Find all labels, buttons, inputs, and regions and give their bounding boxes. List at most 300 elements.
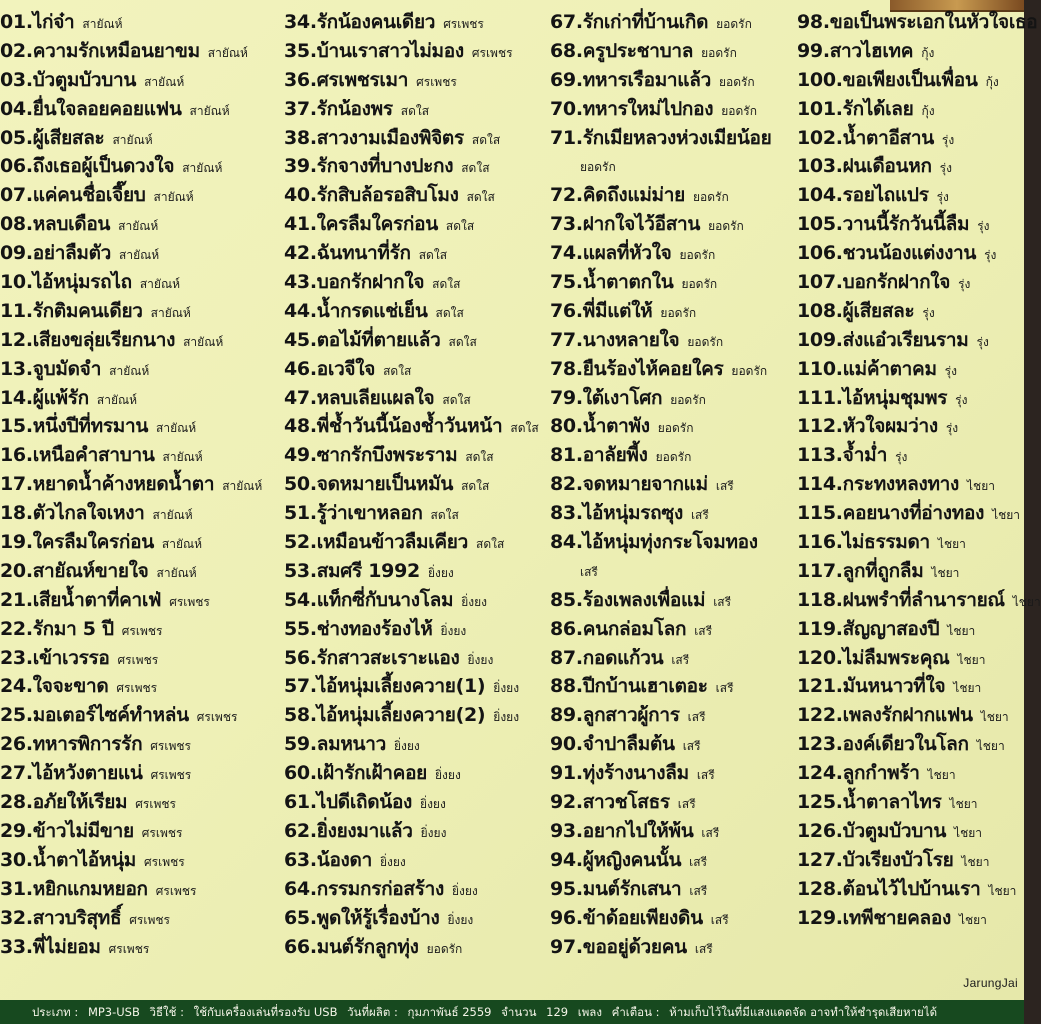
song-title: 06.ถึงเธอผู้เป็นดวงใจ: [0, 155, 175, 178]
song-row: [284, 297, 539, 326]
footer-date-label: วันที่ผลิต :: [347, 1005, 398, 1019]
song-artist: เสรี: [682, 739, 701, 754]
song-title: 49.ซากรักบึงพระราม: [284, 444, 458, 467]
song-title: 98.ขอเป็นพระเอกในหัวใจเธอ: [797, 11, 1038, 33]
song-title: 71.รักเมียหลวงห่วงเมียน้อย: [550, 126, 772, 149]
song-artist: ไชยา: [947, 623, 976, 638]
song-title: 119.สัญญาสองปี: [797, 617, 940, 640]
song-row: [797, 875, 1041, 904]
song-row: [797, 846, 1041, 875]
song-title: 114.กระทงหลงทาง: [797, 473, 960, 496]
song-title: 19.ใครลืมใครก่อน: [0, 531, 154, 554]
song-row: [0, 384, 262, 413]
song-row: [0, 644, 262, 673]
song-row: [550, 384, 772, 413]
song-row: [797, 615, 1041, 644]
song-artist: เสรี: [713, 594, 732, 609]
song-artist: ยอดรัก: [426, 941, 463, 956]
song-row: [284, 875, 539, 904]
song-artist: ยอดรัก: [580, 160, 616, 175]
song-title: 25.มอเตอร์ไซค์ทำหล่น: [0, 704, 189, 727]
song-row: [0, 124, 262, 153]
song-row: [0, 470, 262, 499]
song-artist: รุ่ง: [977, 219, 990, 234]
song-row: [0, 846, 262, 875]
footer-count-unit: เพลง: [577, 1005, 602, 1019]
song-row: [550, 730, 772, 759]
song-title: 57.ไอ้หนุ่มเลี้ยงควาย(1): [284, 675, 486, 698]
song-title: 118.ฝนพรำที่ลำนารายณ์: [797, 588, 1005, 611]
song-artist: ยิ่งยง: [467, 652, 494, 667]
song-title: 126.บัวตูมบัวบาน: [797, 819, 947, 842]
song-artist: ยอดรัก: [687, 334, 724, 349]
song-artist: รุ่ง: [976, 334, 989, 349]
song-title: 112.หัวใจผมว่าง: [797, 415, 938, 438]
song-artist: ไชยา: [937, 537, 966, 552]
song-artist: ศรเพชร: [144, 854, 185, 869]
song-row: [550, 181, 772, 210]
song-artist: สายัณห์: [139, 277, 180, 292]
song-title: 39.รักจางที่บางปะกง: [284, 155, 454, 178]
song-title: 83.ไอ้หนุ่มรถซุง: [550, 502, 683, 525]
song-title: 14.ผู้แพ้รัก: [0, 386, 89, 409]
song-row: [797, 759, 1041, 788]
song-title: 36.ศรเพชรเมา: [284, 68, 409, 91]
song-row: [0, 37, 262, 66]
footer-usage-label: วิธีใช้ :: [149, 1005, 184, 1019]
song-artist: เสรี: [671, 652, 690, 667]
song-row: [797, 528, 1041, 557]
song-row: [0, 788, 262, 817]
song-title: 125.น้ำตาลาไทร: [797, 791, 942, 814]
song-artist: ศรเพชร: [443, 17, 484, 31]
song-artist: รุ่ง: [955, 392, 968, 407]
song-row: [0, 933, 262, 962]
song-artist: สายัณห์: [161, 537, 203, 552]
song-title: 73.ฝากใจไว้อีสาน: [550, 213, 701, 236]
song-row: [797, 441, 1041, 470]
song-row: [797, 586, 1041, 615]
song-row: [0, 8, 262, 37]
song-row: [550, 759, 772, 788]
song-row: [550, 210, 772, 239]
song-artist: สดใส: [466, 190, 495, 205]
footer-count-value: 129: [546, 1005, 569, 1019]
song-row: [797, 904, 1041, 933]
song-title: 54.แท็กซี่กับนางโลม: [284, 588, 454, 611]
song-row: [797, 181, 1041, 210]
song-artist: ไชยา: [958, 912, 987, 927]
song-row: [550, 95, 772, 124]
song-artist: กุ้ง: [985, 74, 999, 89]
song-artist: รุ่ง: [895, 450, 908, 465]
song-artist: เสรี: [687, 710, 706, 725]
song-title: 77.นางหลายใจ: [550, 328, 680, 351]
song-artist: ศรเพชร: [121, 623, 163, 638]
song-row: [284, 904, 539, 933]
song-row: [797, 210, 1041, 239]
song-title: 48.พี่ช้ำวันนี้น้องช้ำวันหน้า: [284, 415, 503, 438]
song-artist: สายัณห์: [156, 421, 197, 436]
song-row: [284, 499, 539, 528]
song-title: 34.รักน้องคนเดียว: [284, 11, 436, 33]
song-row: [0, 701, 262, 730]
song-artist: เสรี: [677, 797, 696, 812]
song-artist: ยอดรัก: [708, 219, 744, 234]
song-row: [550, 557, 772, 586]
song-title: 07.แค่คนชื่อเจี๊ยบ: [0, 184, 146, 207]
song-artist: สดใส: [430, 508, 459, 523]
song-title: 78.ยืนร้องไห้คอยใคร: [550, 357, 724, 380]
song-artist: ยิ่งยง: [435, 768, 461, 783]
song-title: 99.สาวไฮเทค: [797, 39, 914, 62]
song-title: 61.ไปดีเถิดน้อง: [284, 791, 413, 814]
song-artist: เสรี: [689, 883, 708, 898]
song-title: 12.เสียงขลุ่ยเรียกนาง: [0, 328, 176, 351]
song-row: [550, 499, 772, 528]
song-title: 26.ทหารพิการรัก: [0, 733, 143, 756]
song-row: [284, 8, 539, 37]
song-title: 15.หนึ่งปีที่ทรมาน: [0, 415, 149, 438]
song-title: 106.ชวนน้องแต่งงาน: [797, 242, 977, 265]
song-title: 45.ตอไม้ที่ตายแล้ว: [284, 328, 441, 351]
song-title: 69.ทหารเรือมาแล้ว: [550, 68, 711, 91]
song-title: 05.ผู้เสียสละ: [0, 126, 105, 149]
song-row: [797, 672, 1041, 701]
song-row: [284, 268, 539, 297]
song-artist: สดใส: [400, 103, 430, 118]
song-artist: รุ่ง: [922, 305, 935, 320]
song-title: 129.เทพีชายคลอง: [797, 906, 951, 929]
song-artist: ไชยา: [954, 825, 982, 840]
song-artist: ยอดรัก: [721, 103, 757, 118]
song-artist: รุ่ง: [944, 363, 957, 378]
song-title: 13.จูบมัดจำ: [0, 357, 102, 380]
song-title: 74.แผลที่หัวใจ: [550, 242, 672, 265]
song-title: 86.คนกล่อมโลก: [550, 617, 687, 640]
song-artist: ศรเพชร: [108, 941, 150, 956]
song-artist: เสรี: [710, 912, 729, 927]
song-title: 33.พี่ไม่ยอม: [0, 935, 101, 958]
song-title: 88.ปีกบ้านเฮาเตอะ: [550, 675, 708, 698]
song-title: 50.จดหมายเป็นหมัน: [284, 473, 454, 496]
song-artist: ยอดรัก: [660, 305, 697, 320]
song-row: [797, 470, 1041, 499]
song-row: [284, 528, 539, 557]
song-row: [550, 788, 772, 817]
song-title: 123.องค์เดียวในโลก: [797, 733, 969, 756]
song-title: 10.ไอ้หนุ่มรถไถ: [0, 271, 132, 294]
song-title: 41.ใครลืมใครก่อน: [284, 213, 438, 236]
song-row: [284, 817, 539, 846]
song-title: 46.อเวจีใจ: [284, 357, 376, 380]
song-row: [550, 933, 772, 962]
song-artist: สดใส: [442, 392, 471, 407]
song-artist: สดใส: [445, 219, 475, 234]
song-title: 04.ยื่นใจลอยคอยแฟน: [0, 97, 182, 120]
song-title: 116.ไม่ธรรมดา: [797, 531, 930, 554]
song-artist: ไชยา: [992, 508, 1021, 523]
song-title: 08.หลบเดือน: [0, 213, 111, 236]
footer-info-bar: [0, 1000, 1024, 1024]
song-artist: ศรเพชร: [116, 681, 158, 696]
song-row: [284, 644, 539, 673]
song-artist: ไชยา: [967, 479, 995, 494]
song-title: 97.ขออยู่ด้วยคน: [550, 935, 687, 958]
song-artist: สายัณห์: [183, 334, 224, 349]
song-row: [0, 730, 262, 759]
song-row: [797, 239, 1041, 268]
song-row: [0, 557, 262, 586]
song-artist: สายัณห์: [153, 190, 194, 205]
song-title: 81.อาลัยพี้ง: [550, 444, 648, 467]
song-row: [550, 66, 772, 95]
song-artist: ยิ่งยง: [393, 739, 420, 754]
song-artist: กุ้ง: [921, 103, 935, 118]
song-artist: เสรี: [701, 825, 720, 840]
song-row: [0, 66, 262, 95]
song-title: 59.ลมหนาว: [284, 733, 386, 756]
song-row: [0, 586, 262, 615]
song-title: 09.อย่าลืมตัว: [0, 242, 112, 265]
song-artist: ยอดรัก: [670, 392, 706, 407]
song-column-3: [550, 8, 772, 961]
song-row: [0, 499, 262, 528]
song-row: [797, 355, 1041, 384]
song-row: [550, 470, 772, 499]
song-row: [797, 326, 1041, 355]
song-row: [797, 95, 1041, 124]
song-title: 117.ลูกที่ถูกลืม: [797, 559, 924, 582]
song-row: [550, 8, 772, 37]
song-artist: ยิ่งยง: [493, 681, 520, 696]
song-artist: สายัณห์: [182, 161, 223, 176]
song-row: [550, 644, 772, 673]
song-row: [284, 66, 539, 95]
song-artist: สดใส: [465, 450, 494, 465]
song-title: 27.ไอ้หวังตายแน่: [0, 762, 143, 785]
song-artist: ไชยา: [957, 652, 986, 667]
song-artist: ไชยา: [961, 854, 990, 869]
song-artist: ยอดรัก: [693, 190, 729, 205]
song-artist: ไชยา: [927, 768, 956, 783]
song-title: 93.อยากไปให้พ้น: [550, 819, 694, 842]
song-row: [284, 441, 539, 470]
footer-type-value: MP3-USB: [87, 1005, 140, 1019]
song-title: 28.อภัยให้เรียม: [0, 791, 128, 814]
song-row: [797, 384, 1041, 413]
song-row: [284, 37, 539, 66]
song-title: 105.วานนี้รักวันนี้ลืม: [797, 213, 970, 236]
song-artist: ยอดรัก: [701, 45, 737, 60]
song-artist: ยิ่งยง: [420, 825, 447, 840]
song-title: 51.รู้ว่าเขาหลอก: [284, 502, 423, 525]
song-title: 37.รักน้องพร: [284, 97, 393, 120]
song-row: [797, 152, 1041, 181]
song-title: 111.ไอ้หนุ่มชุมพร: [797, 386, 948, 409]
song-title: 31.หยิกแกมหยอก: [0, 877, 148, 900]
song-row: [0, 210, 262, 239]
song-row: [797, 557, 1041, 586]
song-artist: ยอดรัก: [731, 363, 768, 378]
song-title: 01.ไก่จ๋า: [0, 11, 75, 33]
song-title: 32.สาวบริสุทธิ์: [0, 906, 122, 929]
song-artist: ไชยา: [988, 883, 1017, 898]
song-artist: กุ้ง: [921, 45, 935, 60]
song-row: [550, 124, 772, 153]
song-artist: เสรี: [694, 941, 713, 956]
song-row: [0, 441, 262, 470]
song-row: [284, 701, 539, 730]
song-artist: สายัณห์: [119, 248, 160, 263]
song-artist: ศรเพชร: [135, 797, 176, 812]
song-artist: สดใส: [383, 363, 412, 378]
song-title: 103.ฝนเดือนหก: [797, 155, 932, 178]
song-artist: ศรเพชร: [141, 825, 183, 840]
song-row: [0, 904, 262, 933]
song-title: 22.รักมา 5 ปี: [0, 617, 114, 640]
song-title: 127.บัวเรียงบัวโรย: [797, 848, 954, 871]
song-row: [284, 470, 539, 499]
song-artist: ยิ่งยง: [493, 710, 520, 725]
song-row: [550, 441, 772, 470]
song-artist: สายัณห์: [156, 565, 197, 580]
song-title: 76.พี่มีแต่ให้: [550, 299, 653, 322]
song-row: [797, 499, 1041, 528]
song-row: [0, 615, 262, 644]
song-title: 92.สาวชโสธร: [550, 791, 670, 814]
song-artist: สายัณห์: [150, 305, 191, 320]
song-row: [797, 37, 1041, 66]
song-title: 102.น้ำตาอีสาน: [797, 126, 934, 149]
song-title: 35.บ้านเราสาวไม่มอง: [284, 39, 464, 62]
song-row: [0, 326, 262, 355]
song-title: 67.รักเก่าที่บ้านเกิด: [550, 11, 709, 33]
song-artist: ยอดรัก: [679, 248, 716, 263]
song-row: [0, 95, 262, 124]
song-title: 62.ยิ่งยงมาแล้ว: [284, 819, 413, 842]
song-title: 104.รอยไถแปร: [797, 184, 929, 207]
song-title: 72.คิดถึงแม่ม่าย: [550, 184, 685, 207]
song-title: 11.รักติมคนเดียว: [0, 299, 143, 322]
song-row: [550, 701, 772, 730]
song-row: [550, 586, 772, 615]
song-title: 120.ไม่ลืมพระคุณ: [797, 646, 950, 669]
song-row: [797, 66, 1041, 95]
song-row: [550, 875, 772, 904]
song-title: 65.พูดให้รู้เรื่องบ้าง: [284, 906, 440, 929]
song-title: 68.ครูประชาบาล: [550, 39, 694, 62]
song-title: 87.กอดแก้วน: [550, 646, 664, 669]
song-artist: สดใส: [461, 479, 490, 494]
song-title: 30.น้ำตาไอ้หนุ่ม: [0, 848, 137, 871]
song-row: [284, 124, 539, 153]
song-row: [797, 817, 1041, 846]
song-title: 56.รักสาวสะเราะแอง: [284, 646, 460, 669]
song-row: [284, 384, 539, 413]
song-row: [797, 644, 1041, 673]
song-row: [284, 586, 539, 615]
song-artist: ยิ่งยง: [451, 883, 478, 898]
song-row: [284, 846, 539, 875]
song-artist: ไชยา: [953, 681, 982, 696]
song-title: 16.เหนือคำสาบาน: [0, 444, 155, 467]
song-title: 21.เสียน้ำตาที่คาเฟ่: [0, 588, 162, 611]
song-artist: ยอดรัก: [718, 74, 755, 89]
song-title: 75.น้ำตาตกใน: [550, 271, 674, 294]
song-row: [284, 933, 539, 962]
song-row: [0, 412, 262, 441]
song-row: [284, 326, 539, 355]
footer-count-label: จำนวน: [501, 1005, 537, 1019]
song-artist: สายัณห์: [207, 45, 248, 60]
song-artist: เสรี: [694, 623, 713, 638]
song-artist: ยิ่งยง: [440, 623, 467, 638]
song-title: 84.ไอ้หนุ่มทุ่งกระโจมทอง: [550, 531, 758, 554]
song-title: 95.มนต์รักเสนา: [550, 877, 682, 900]
song-artist: ศรเพชร: [117, 652, 159, 667]
song-artist: ไชยา: [980, 710, 1009, 725]
song-title: 80.น้ำตาพัง: [550, 415, 650, 438]
song-artist: สายัณห์: [82, 17, 123, 31]
song-title: 100.ขอเพียงเป็นเพื่อน: [797, 68, 978, 91]
song-row: [284, 181, 539, 210]
song-title: 121.มันหนาวที่ใจ: [797, 675, 946, 698]
song-row: [550, 846, 772, 875]
song-artist: ยิ่งยง: [461, 594, 487, 609]
song-row: [284, 95, 539, 124]
song-title: 38.สาวงามเมืองพิจิตร: [284, 126, 464, 149]
footer-usage-value: ใช้กับเครื่องเล่นที่รองรับ USB: [193, 1005, 338, 1019]
song-title: 60.เฝ้ารักเฝ้าคอย: [284, 762, 428, 785]
song-title: 40.รักสิบล้อรอสิบโมง: [284, 184, 459, 207]
song-artist: สดใส: [448, 334, 477, 349]
song-row: [284, 759, 539, 788]
song-title: 44.น้ำกรดแช่เย็น: [284, 299, 428, 322]
song-column-2: [284, 8, 539, 961]
song-artist: ไชยา: [931, 565, 960, 580]
song-artist: รุ่ง: [936, 190, 949, 205]
song-title: 94.ผู้หญิงคนนั้น: [550, 848, 682, 871]
song-artist: ศรเพชร: [416, 74, 457, 89]
song-artist: สายัณห์: [162, 450, 203, 465]
song-artist: รุ่ง: [945, 421, 959, 436]
song-artist: ยิ่งยง: [427, 565, 454, 580]
song-artist: ยิ่งยง: [447, 912, 474, 927]
song-title: 63.น้องดา: [284, 848, 372, 871]
song-row: [284, 210, 539, 239]
song-artist: สายัณห์: [222, 479, 263, 494]
song-artist: สายัณห์: [96, 392, 138, 407]
song-title: 89.ลูกสาวผู้การ: [550, 704, 680, 727]
song-title: 23.เข้าเวรรอ: [0, 646, 110, 669]
song-artist: สายัณห์: [144, 74, 185, 89]
song-row: [0, 875, 262, 904]
song-row: [797, 412, 1041, 441]
song-artist: สายัณห์: [152, 508, 193, 523]
song-artist: ศรเพชร: [155, 883, 197, 898]
song-title: 124.ลูกกำพร้า: [797, 762, 920, 785]
song-column-4: [797, 8, 1041, 933]
song-row: [284, 412, 539, 441]
song-row: [0, 239, 262, 268]
song-artist: สายัณห์: [189, 103, 230, 118]
song-title: 53.สมศรี 1992: [284, 559, 420, 582]
song-artist: ศรเพชร: [150, 768, 192, 783]
song-row: [797, 730, 1041, 759]
watermark-text: JarungJai: [963, 976, 1018, 990]
song-title: 17.หยาดน้ำค้างหยดน้ำตา: [0, 473, 215, 496]
